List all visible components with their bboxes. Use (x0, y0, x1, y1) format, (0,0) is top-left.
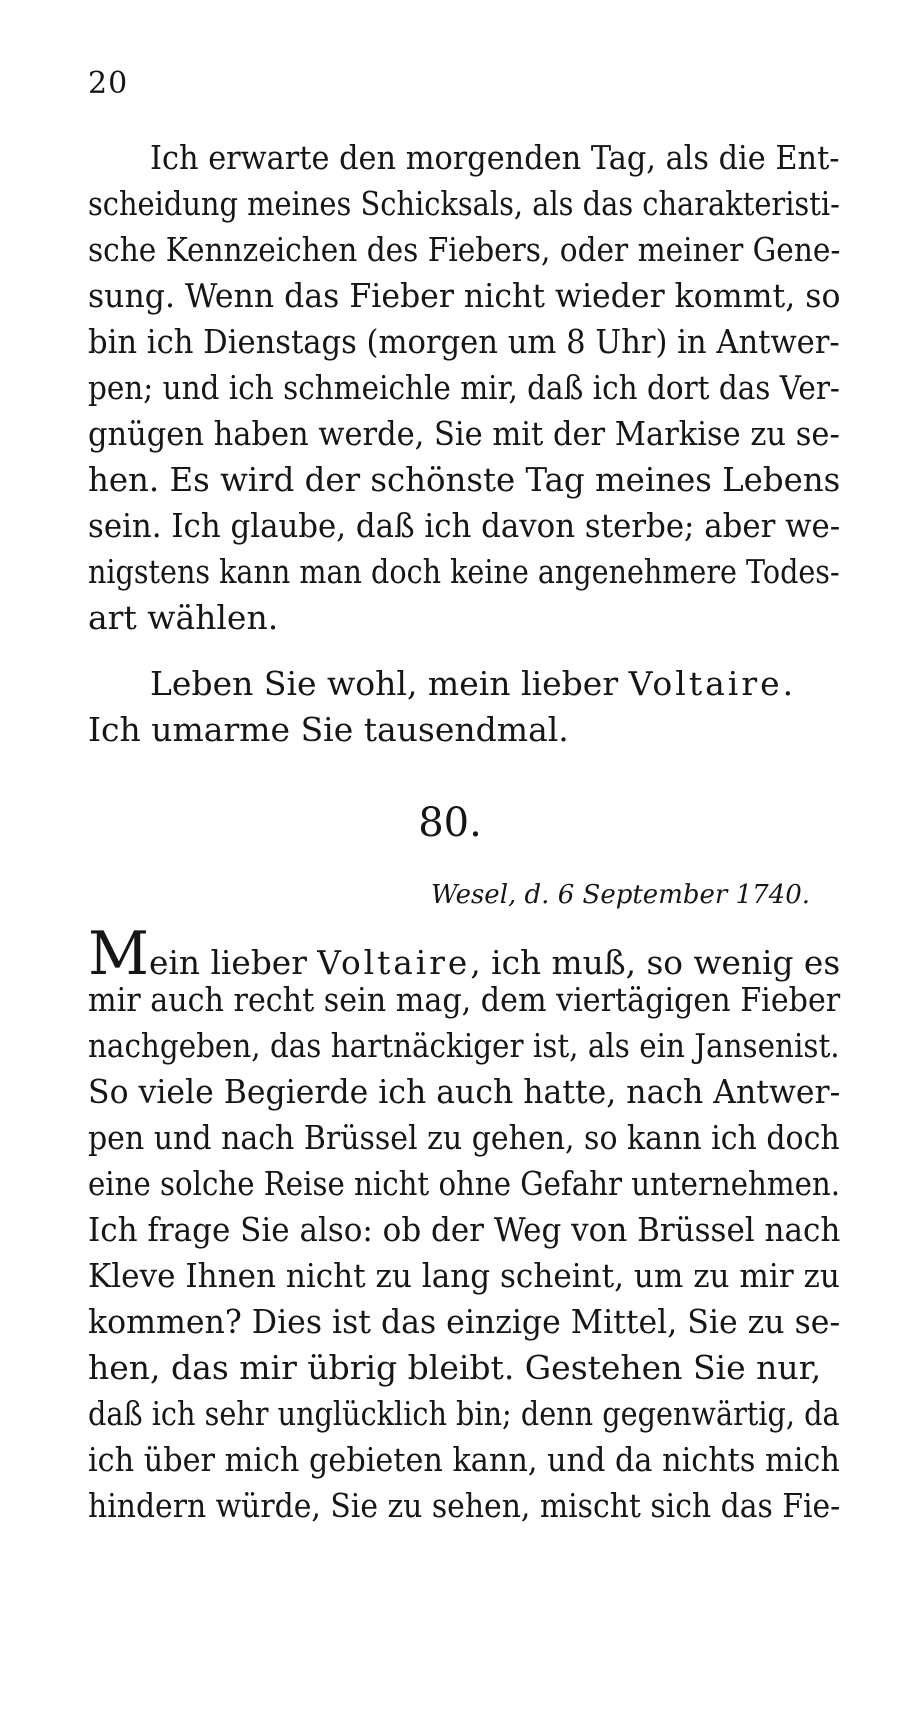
text-line: hindern würde, Sie zu sehen, mischt sich das Fie- (88, 1486, 841, 1525)
text-line: sche Kennzeichen des Fiebers, oder meiner Gene- (88, 230, 841, 269)
text-line: pen und nach Brüssel zu gehen, so kann ich doch (88, 1118, 840, 1157)
text-line: nachgeben, das hartnäckiger ist, als ein Jansenist. (88, 1026, 840, 1065)
closing-name: Voltaire. (628, 664, 797, 703)
text-segment: , ich muß, so wenig es (470, 943, 841, 982)
salutation-name: Voltaire (317, 943, 471, 982)
text-segment: ein lieber (149, 943, 318, 982)
text-line: kommen? Dies ist das einzige Mittel, Sie zu se- (88, 1302, 841, 1341)
text-line: Ich erwarte den morgenden Tag, als die Ent- (150, 138, 840, 177)
closing-text: Leben Sie wohl, mein lieber (150, 664, 629, 703)
text-line: gnügen haben werde, Sie mit der Markise zu se- (88, 414, 840, 453)
text-line: ich über mich gebieten kann, und da nichts mich (88, 1440, 840, 1479)
text-line: nigstens kann man doch keine angenehmere Todes- (88, 552, 840, 591)
letter-number-heading: 80. (418, 800, 482, 846)
text-line: Kleve Ihnen nicht zu lang scheint, um zu mir zu (88, 1256, 840, 1295)
place-date: Wesel, d. 6 September 1740. (430, 880, 810, 910)
text-line (88, 919, 841, 989)
text-line: daß ich sehr unglücklich bin; denn gegenwärtig, da (88, 1394, 840, 1433)
text-line: sein. Ich glaube, daß ich davon sterbe; aber we- (88, 506, 841, 545)
page-number: 20 (88, 66, 129, 101)
text-line: sung. Wenn das Fieber nicht wieder kommt, so (88, 276, 841, 315)
text-line: pen; und ich schmeichle mir, daß ich dort das Ver- (88, 368, 840, 407)
text-line: hen, das mir übrig bleibt. Gestehen Sie nur, (88, 1348, 822, 1387)
text-line: hen. Es wird der schönste Tag meines Lebens (88, 460, 841, 499)
text-line: Ich frage Sie also: ob der Weg von Brüssel nach (88, 1210, 841, 1249)
closing-line (150, 664, 796, 704)
text-line: scheidung meines Schicksals, als das charakteristi- (88, 184, 840, 223)
text-line: mir auch recht sein mag, dem viertägigen Fieber (88, 980, 841, 1019)
text-line: So viele Begierde ich auch hatte, nach Antwer- (88, 1072, 841, 1111)
text-line: bin ich Dienstags (morgen um 8 Uhr) in Antwer- (88, 322, 840, 361)
text-line: eine solche Reise nicht ohne Gefahr unternehmen. (88, 1164, 841, 1203)
text-line: art wählen. (88, 598, 279, 637)
closing-line: Ich umarme Sie tausendmal. (88, 710, 569, 749)
drop-capital: M (88, 919, 150, 989)
